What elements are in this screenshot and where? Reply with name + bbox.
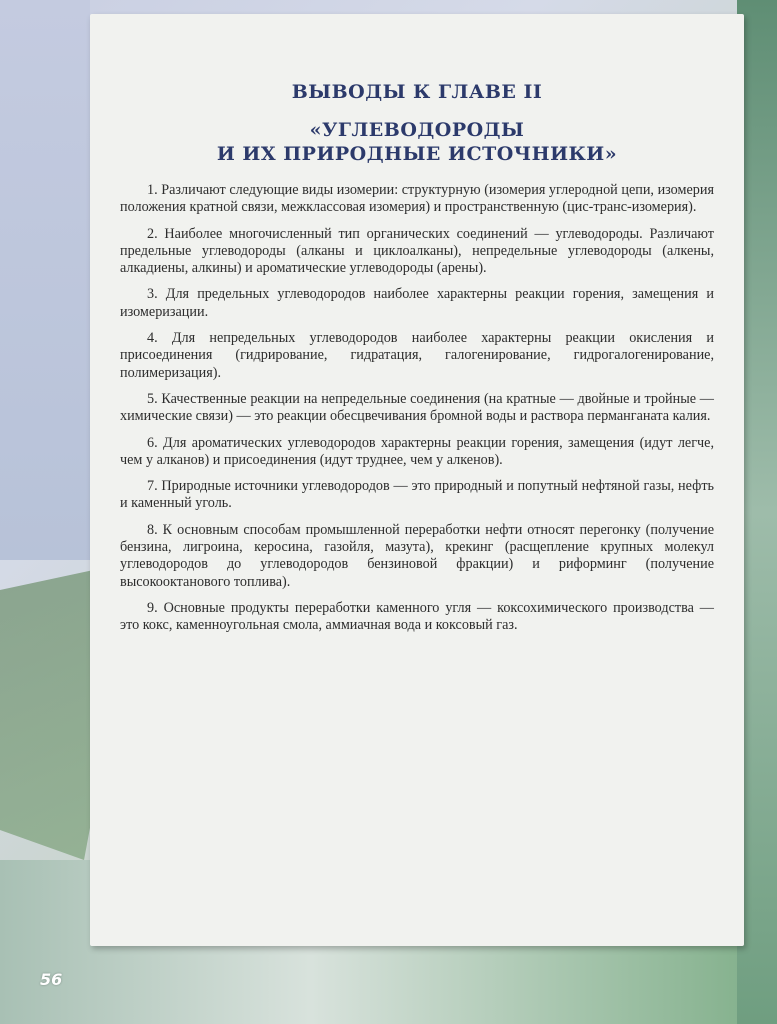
conclusion-item-5: 5. Качественные реакции на непредельные соединения (на кратные — двойные и тройные — химические связи) — это реакции обесцвечивания бромной воды и раствора перманганата калия. <box>120 390 714 425</box>
conclusion-item-6: 6. Для ароматических углеводородов характерны реакции горения, замещения (идут легче, чем у алканов) и присоединения (идут труднее, чем у алкенов). <box>120 434 714 468</box>
subtitle-line-2: И ИХ ПРИРОДНЫЕ ИСТОЧНИКИ» <box>216 143 618 165</box>
conclusion-item-7: 7. Природные источники углеводородов — это природный и попутный нефтяной газы, нефть и каменный уголь. <box>120 478 714 512</box>
conclusion-item-2: 2. Наиболее многочисленный тип органических соединений — углеводороды. Различают предельные углеводороды (алканы и циклоалканы), непредельные углеводороды (алкены, алкадиены, алкины) и ароматические углеводороды (арены). <box>120 225 714 277</box>
conclusions-list <box>120 182 714 635</box>
page-number: 56 <box>40 970 63 989</box>
background-left <box>0 0 90 560</box>
conclusion-item-9: 9. Основные продукты переработки каменного угля — коксохимического производства — это кокс, каменноугольная смола, аммиачная вода и коксовый газ. <box>120 599 714 634</box>
conclusion-item-8: 8. К основным способам промышленной переработки нефти относят перегонку (получение бензина, лигроина, керосина, газойля, мазута), крекинг (расщепление крупных молекул углеводородов до углеводородов бензиновой фракции) и риформинг (получение высокооктанового топлива). <box>120 521 714 590</box>
book-page <box>90 14 744 946</box>
conclusion-item-1: 1. Различают следующие виды изомерии: структурную (изомерия углеродной цепи, изомерия положения кратной связи, межклассовая изомерия) и пространственную (цис-транс-изомерия). <box>120 182 714 216</box>
page-subtitle <box>90 118 744 166</box>
conclusion-item-3: 3. Для предельных углеводородов наиболее характерны реакции горения, замещения и изомеризации. <box>120 286 714 320</box>
subtitle-line-1: «УГЛЕВОДОРОДЫ <box>309 119 525 141</box>
page-title: ВЫВОДЫ К ГЛАВЕ II <box>291 81 543 103</box>
conclusion-item-4: 4. Для непредельных углеводородов наиболее характерны реакции окисления и присоединения (гидрирование, гидратация, галогенирование, гидрогалогенирование, полимеризация). <box>120 330 714 381</box>
